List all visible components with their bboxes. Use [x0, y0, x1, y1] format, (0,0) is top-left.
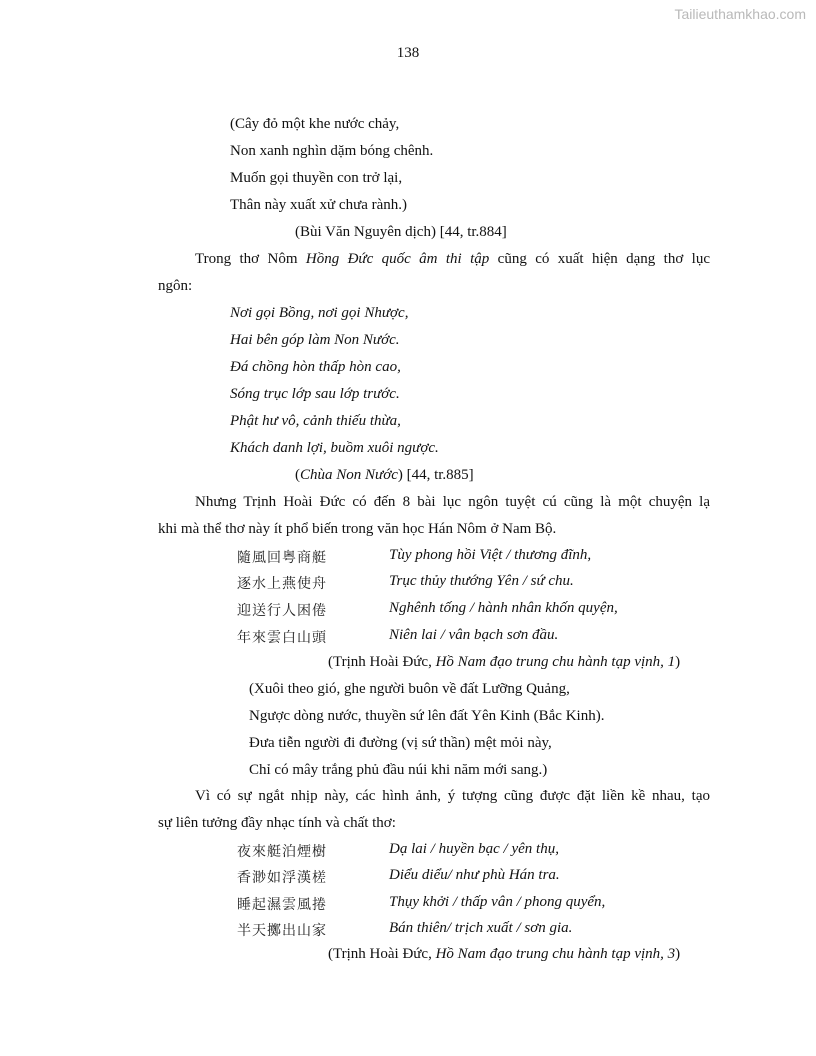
paragraph-text: Trong thơ Nôm	[195, 251, 306, 267]
paragraph-text: cũng có xuất hiện dạng thơ lục	[489, 251, 710, 267]
transliteration-verse: Tùy phong hồi Việt / thương đĩnh,	[389, 547, 592, 563]
citation	[328, 946, 680, 963]
han-verse: 半天擲出山家	[237, 923, 327, 939]
translation-line: Muốn gọi thuyền con trở lại,	[230, 170, 403, 186]
transliteration-verse: Diểu diểu/ như phù Hán tra.	[389, 867, 560, 883]
translation-line: (Xuôi theo gió, ghe người buôn về đất Lưỡng Quảng,	[249, 681, 570, 697]
transliteration-verse: Niên lai / vân bạch sơn đầu.	[389, 627, 559, 643]
poem-line: Phật hư vô, cảnh thiếu thừa,	[230, 413, 401, 429]
poem-line: Sóng trục lớp sau lớp trước.	[230, 386, 400, 402]
han-verse: 年來雲白山頭	[237, 630, 327, 646]
poem-line: Nơi gọi Bồng, nơi gọi Nhược,	[230, 305, 409, 321]
poem-title: Hồ Nam đạo trung chu hành tạp vịnh, 1	[435, 654, 676, 670]
transliteration-verse: Bán thiên/ trịch xuất / sơn gia.	[389, 920, 573, 936]
poem-line: Đá chồng hòn thấp hòn cao,	[230, 359, 401, 375]
translation-line: Thân này xuất xử chưa rành.)	[230, 197, 408, 213]
han-verse: 香渺如浮漢槎	[237, 870, 327, 886]
han-verse: 逐水上燕使舟	[237, 576, 327, 592]
paragraph-line: ngôn:	[158, 278, 193, 294]
citation: (Bùi Văn Nguyên dịch) [44, tr.884]	[295, 224, 507, 240]
page-number: 138	[396, 45, 420, 61]
translation-line: Đưa tiễn người đi đường (vị sứ thần) mệt mỏi này,	[249, 735, 552, 751]
translation-line: (Cây đỏ một khe nước chảy,	[230, 116, 400, 132]
paragraph-line: Nhưng Trịnh Hoài Đức có đến 8 bài lục ngôn tuyệt cú cũng là một chuyện lạ	[195, 494, 710, 510]
transliteration-verse: Nghênh tống / hành nhân khốn quyện,	[389, 600, 618, 616]
book-title: Hồng Đức quốc âm thi tập	[305, 251, 490, 267]
paragraph-line: sự liên tưởng đầy nhạc tính và chất thơ:	[158, 815, 396, 831]
poem-line: Khách danh lợi, buồm xuôi ngược.	[230, 440, 439, 456]
paragraph-line: khi mà thể thơ này ít phổ biến trong văn học Hán Nôm ở Nam Bộ.	[158, 521, 557, 537]
han-verse: 迎送行人困倦	[237, 603, 327, 619]
transliteration-verse: Dạ lai / huyền bạc / yên thụ,	[389, 841, 559, 857]
paragraph-line	[195, 251, 710, 268]
han-verse: 夜來艇泊煙樹	[237, 844, 327, 860]
paragraph-line: Vì có sự ngắt nhịp này, các hình ảnh, ý tượng cũng được đặt liền kề nhau, tạo	[195, 788, 710, 804]
poem-line: Hai bên góp làm Non Nước.	[230, 332, 400, 348]
han-verse: 隨風回粤商艇	[237, 550, 327, 566]
citation-text: )	[675, 654, 681, 670]
citation-text: (	[295, 467, 300, 483]
poem-title: Chùa Non Nước	[300, 467, 398, 483]
han-verse: 睡起濕雲風捲	[237, 897, 327, 913]
watermark: Tailieuthamkhao.com	[674, 6, 806, 22]
transliteration-verse: Thụy khởi / thấp vân / phong quyển,	[389, 894, 606, 910]
translation-line: Ngược dòng nước, thuyền sứ lên đất Yên Kinh (Bắc Kinh).	[249, 708, 605, 724]
citation-text: (Trịnh Hoài Đức,	[328, 654, 436, 670]
poem-title: Hồ Nam đạo trung chu hành tạp vịnh, 3	[435, 946, 676, 962]
citation-text: ) [44, tr.885]	[397, 467, 474, 483]
citation	[295, 467, 474, 484]
translation-line: Chỉ có mây trắng phủ đầu núi khi năm mới sang.)	[249, 762, 548, 778]
transliteration-verse: Trục thủy thướng Yên / sứ chu.	[389, 573, 574, 589]
citation-text: )	[675, 946, 681, 962]
citation	[328, 654, 680, 671]
citation-text: (Trịnh Hoài Đức,	[328, 946, 436, 962]
translation-line: Non xanh nghìn dặm bóng chênh.	[230, 143, 434, 159]
